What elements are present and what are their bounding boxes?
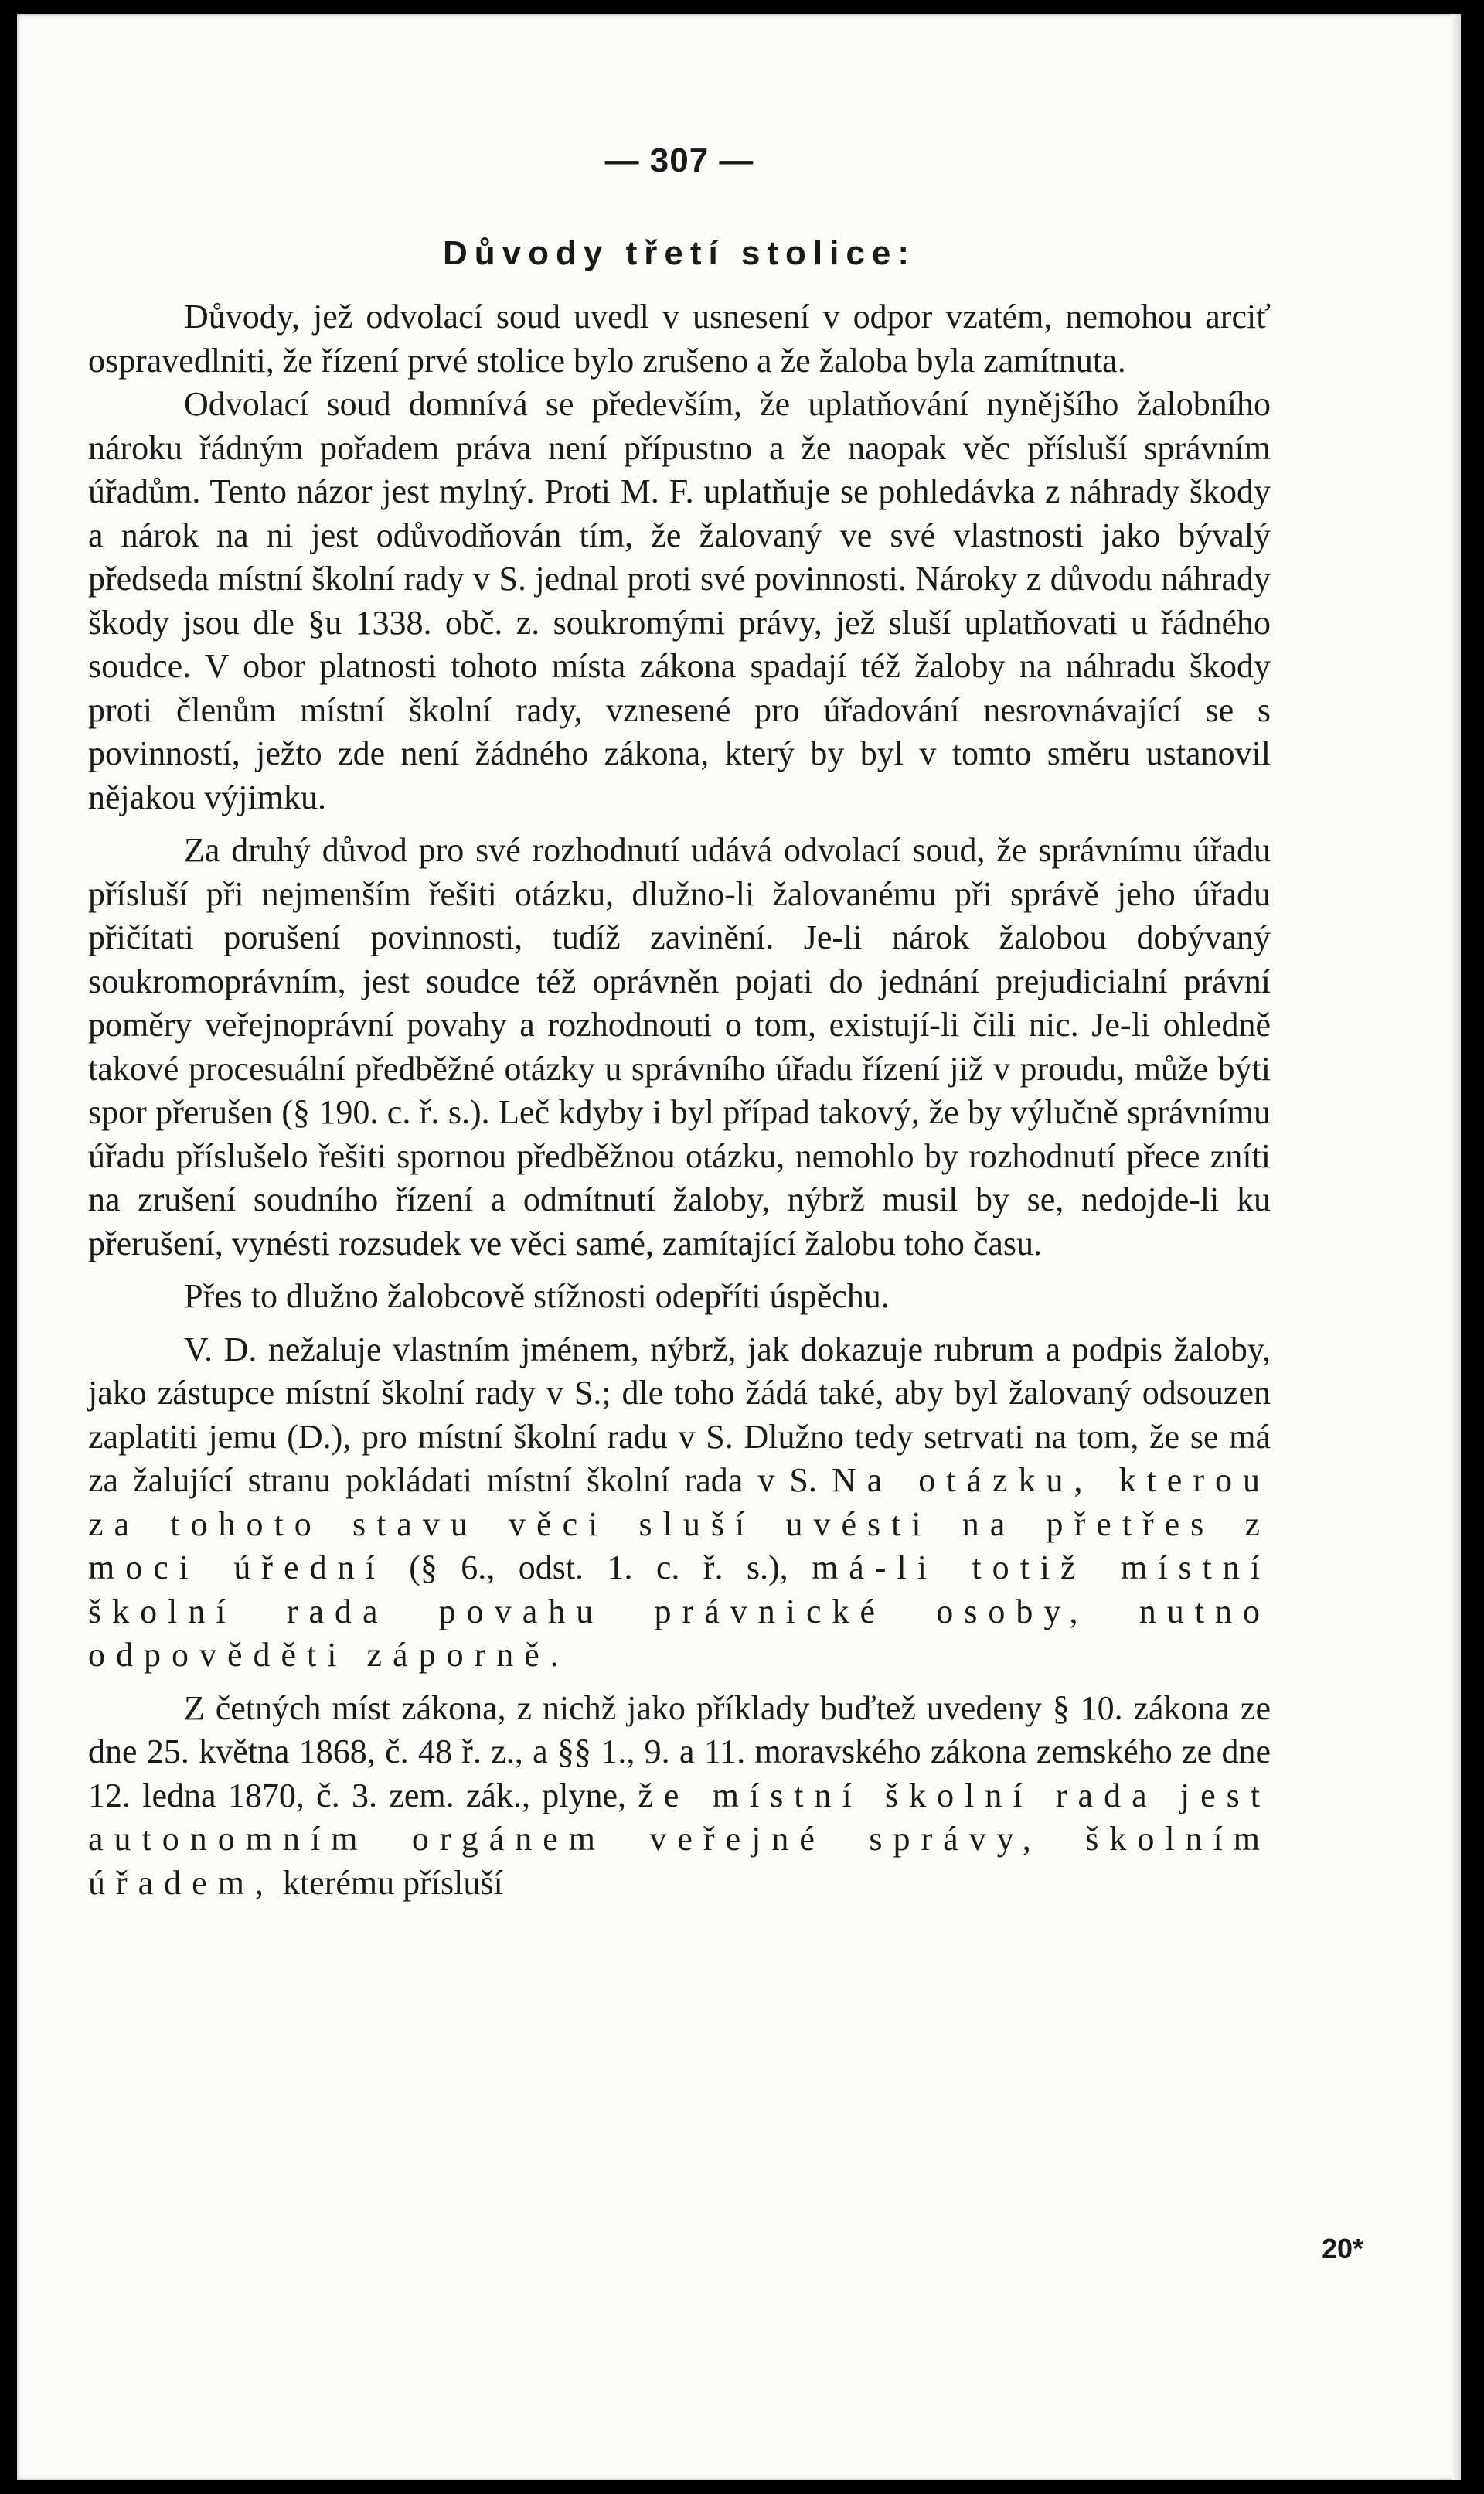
paragraph-5-text-b: (§ 6., odst. 1. c. ř. s.), [385,1549,812,1586]
section-heading: Důvody třetí stolice: [443,234,916,272]
book-page [17,14,1461,2480]
paragraph-6-spaced-a: že místní školní rada jest autonomním orgánem veřejné správy, školním úřadem, [88,1776,1271,1902]
paragraph-5 [88,1328,1271,1678]
paragraph-4: Přes to dlužno žalobcově stížnosti odepříti úspěchu. [184,1277,890,1315]
paragraph-5-spaced-a: Na otázku, kterou za tohoto stavu věci sluší uvésti na přetřes z moci úřední [88,1461,1271,1586]
paragraph-6-text-b: kterému přísluší [274,1863,503,1902]
page-number: — 307 — [604,141,754,179]
page-content [88,138,1271,1905]
paragraph-5-spaced-b: má-li totiž místní školní rada povahu právnické osoby, nutno odpověděti záporně. [88,1549,1271,1674]
paragraph-1: Důvody, jež odvolací soud uvedl v usnesení v odpor vzatém, nemohou arciť ospravedlniti, že řízení prvé stolice bylo zrušeno a že žaloba byla zamítnuta. [88,298,1271,380]
paragraph-2: Odvolací soud domnívá se především, že uplatňování nynějšího žalobního nároku řádným pořadem práva není přípustno a že naopak věc přísluší správním úřadům. Tento názor jest mylný. Proti M. F. uplatňuje se pohledávka z náhrady škody a nárok na ni jest odůvodňován tím, že žalovaný ve své vlastnosti jako bývalý předseda místní školní rady v S. jednal proti své povinnosti. Nároky z důvodu náhrady škody jsou dle §u 1338. obč. z. soukromými právy, jež sluší uplatňovati u řádného soudce. V obor platnosti tohoto místa zákona spadají též žaloby na náhradu škody proti členům místní školní rady, vznesené pro úřadování nesrovnávající se s povinností, ježto zde není žádného zákona, který by byl v tomto směru ustanovil nějakou výjimku. [88,385,1271,816]
paragraph-6 [88,1687,1271,1906]
paragraph-3: Za druhý důvod pro své rozhodnutí udává odvolací soud, že správnímu úřadu přísluší při nejmenším řešiti otázku, dlužno-li žalovanému při správě jeho úřadu přičítati porušení povinnosti, tudíž zavinění. Je-li nárok žalobou dobývaný soukromoprávním, jest soudce též oprávněn pojati do jednání prejudicialní právní poměry veřejnoprávní povahy a rozhodnouti o tom, existují-li čili nic. Je-li ohledně takové procesuální předběžné otázky u správního úřadu řízení již v proudu, může býti spor přerušen (§ 190. c. ř. s.). Leč kdyby i byl případ takový, že by výlučně správnímu úřadu příslušelo řešiti spornou předběžnou otázku, nemohlo by rozhodnutí přece zníti na zrušení soudního řízení a odmítnutí žaloby, nýbrž musil by se, nedojde-li ku přerušení, vynésti rozsudek ve věci samé, zamítající žalobu toho času. [88,831,1271,1262]
page-edge-shadow [1452,14,1461,2480]
paragraph-5-text-a: V. D. nežaluje vlastním jménem, nýbrž, jak dokazuje rubrum a podpis žaloby, jako zástupce místní školní rady v S.; dle toho žádá také, aby byl žalovaný odsouzen zaplatiti jemu (D.), pro místní školní radu v S. Dlužno tedy setrvati na tom, že se má za žalující stranu pokládati místní školní rada v S. [88,1330,1271,1499]
paragraph-6-text-a: Z četných míst zákona, z nichž jako příklady buďtež uvedeny § 10. zákona ze dne 25. května 1868, č. 48 ř. z., a §§ 1., 9. a 11. moravského zákona zemského ze dne 12. ledna 1870, č. 3. zem. zák., plyne, [88,1688,1271,1814]
printer-signature-mark: 20* [1321,2233,1363,2264]
